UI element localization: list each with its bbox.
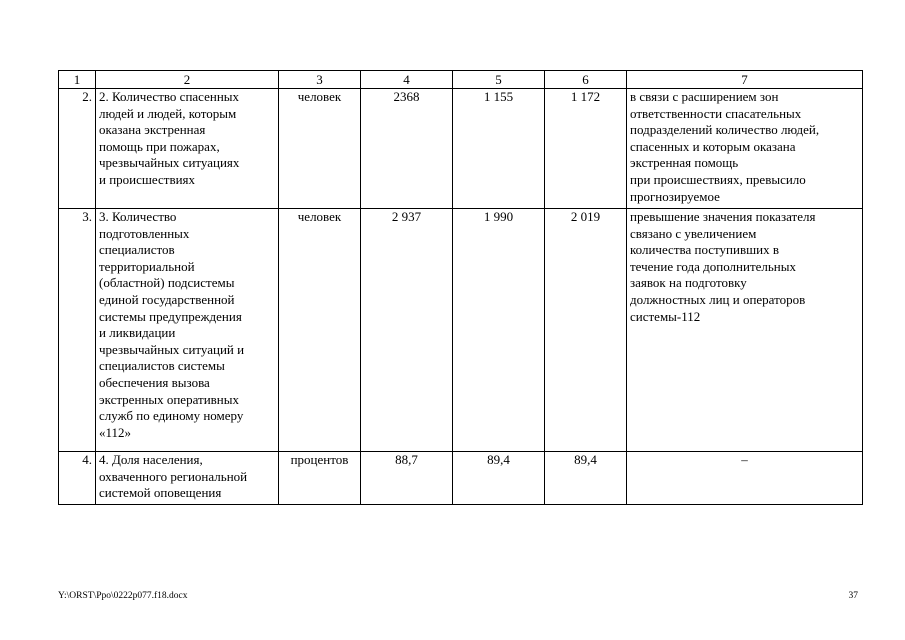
column-number-cell: 7 xyxy=(627,71,863,89)
table-row xyxy=(59,452,863,505)
row-number-cell: 4. xyxy=(59,452,96,505)
value-cell: 1 155 xyxy=(453,89,545,209)
indicator-cell: 3. Количество подготовленных специалистов территориальной (областной) подсистемы единой государственной системы предупреждения и ликвидации чрезвычайных ситуаций и специалистов системы обеспечения вызова экстренных оперативных служб по единому номеру «112» xyxy=(96,209,279,452)
indicator-cell: 2. Количество спасенных людей и людей, которым оказана экстренная помощь при пожарах, чрезвычайных ситуациях и происшествиях xyxy=(96,89,279,209)
indicator-cell: 4. Доля населения, охваченного региональной системой оповещения xyxy=(96,452,279,505)
report-table xyxy=(58,70,863,505)
value-cell: 2368 xyxy=(361,89,453,209)
comment-cell: – xyxy=(627,452,863,505)
file-path-footer: Y:\ORST\Ppo\0222p077.f18.docx xyxy=(58,591,188,601)
column-number-cell: 4 xyxy=(361,71,453,89)
page-number: 37 xyxy=(848,591,858,601)
column-number-cell: 3 xyxy=(279,71,361,89)
column-number-cell: 1 xyxy=(59,71,96,89)
value-cell: 89,4 xyxy=(453,452,545,505)
column-number-cell: 6 xyxy=(545,71,627,89)
unit-cell: человек xyxy=(279,89,361,209)
value-cell: 1 172 xyxy=(545,89,627,209)
value-cell: 2 019 xyxy=(545,209,627,452)
unit-cell: человек xyxy=(279,209,361,452)
table-row xyxy=(59,89,863,209)
column-number-cell: 5 xyxy=(453,71,545,89)
column-number-cell: 2 xyxy=(96,71,279,89)
row-number-cell: 2. xyxy=(59,89,96,209)
unit-cell: процентов xyxy=(279,452,361,505)
value-cell: 1 990 xyxy=(453,209,545,452)
value-cell: 88,7 xyxy=(361,452,453,505)
value-cell: 89,4 xyxy=(545,452,627,505)
comment-cell: в связи с расширением зон ответственности спасательных подразделений количество людей, спасенных и которым оказана экстренная помощь при происшествиях, превысило прогнозируемое xyxy=(627,89,863,209)
table-row xyxy=(59,209,863,452)
comment-cell: превышение значения показателя связано с увеличением количества поступивших в течение года дополнительных заявок на подготовку должностных лиц и операторов системы-112 xyxy=(627,209,863,452)
row-number-cell: 3. xyxy=(59,209,96,452)
value-cell: 2 937 xyxy=(361,209,453,452)
column-number-row xyxy=(59,71,863,89)
